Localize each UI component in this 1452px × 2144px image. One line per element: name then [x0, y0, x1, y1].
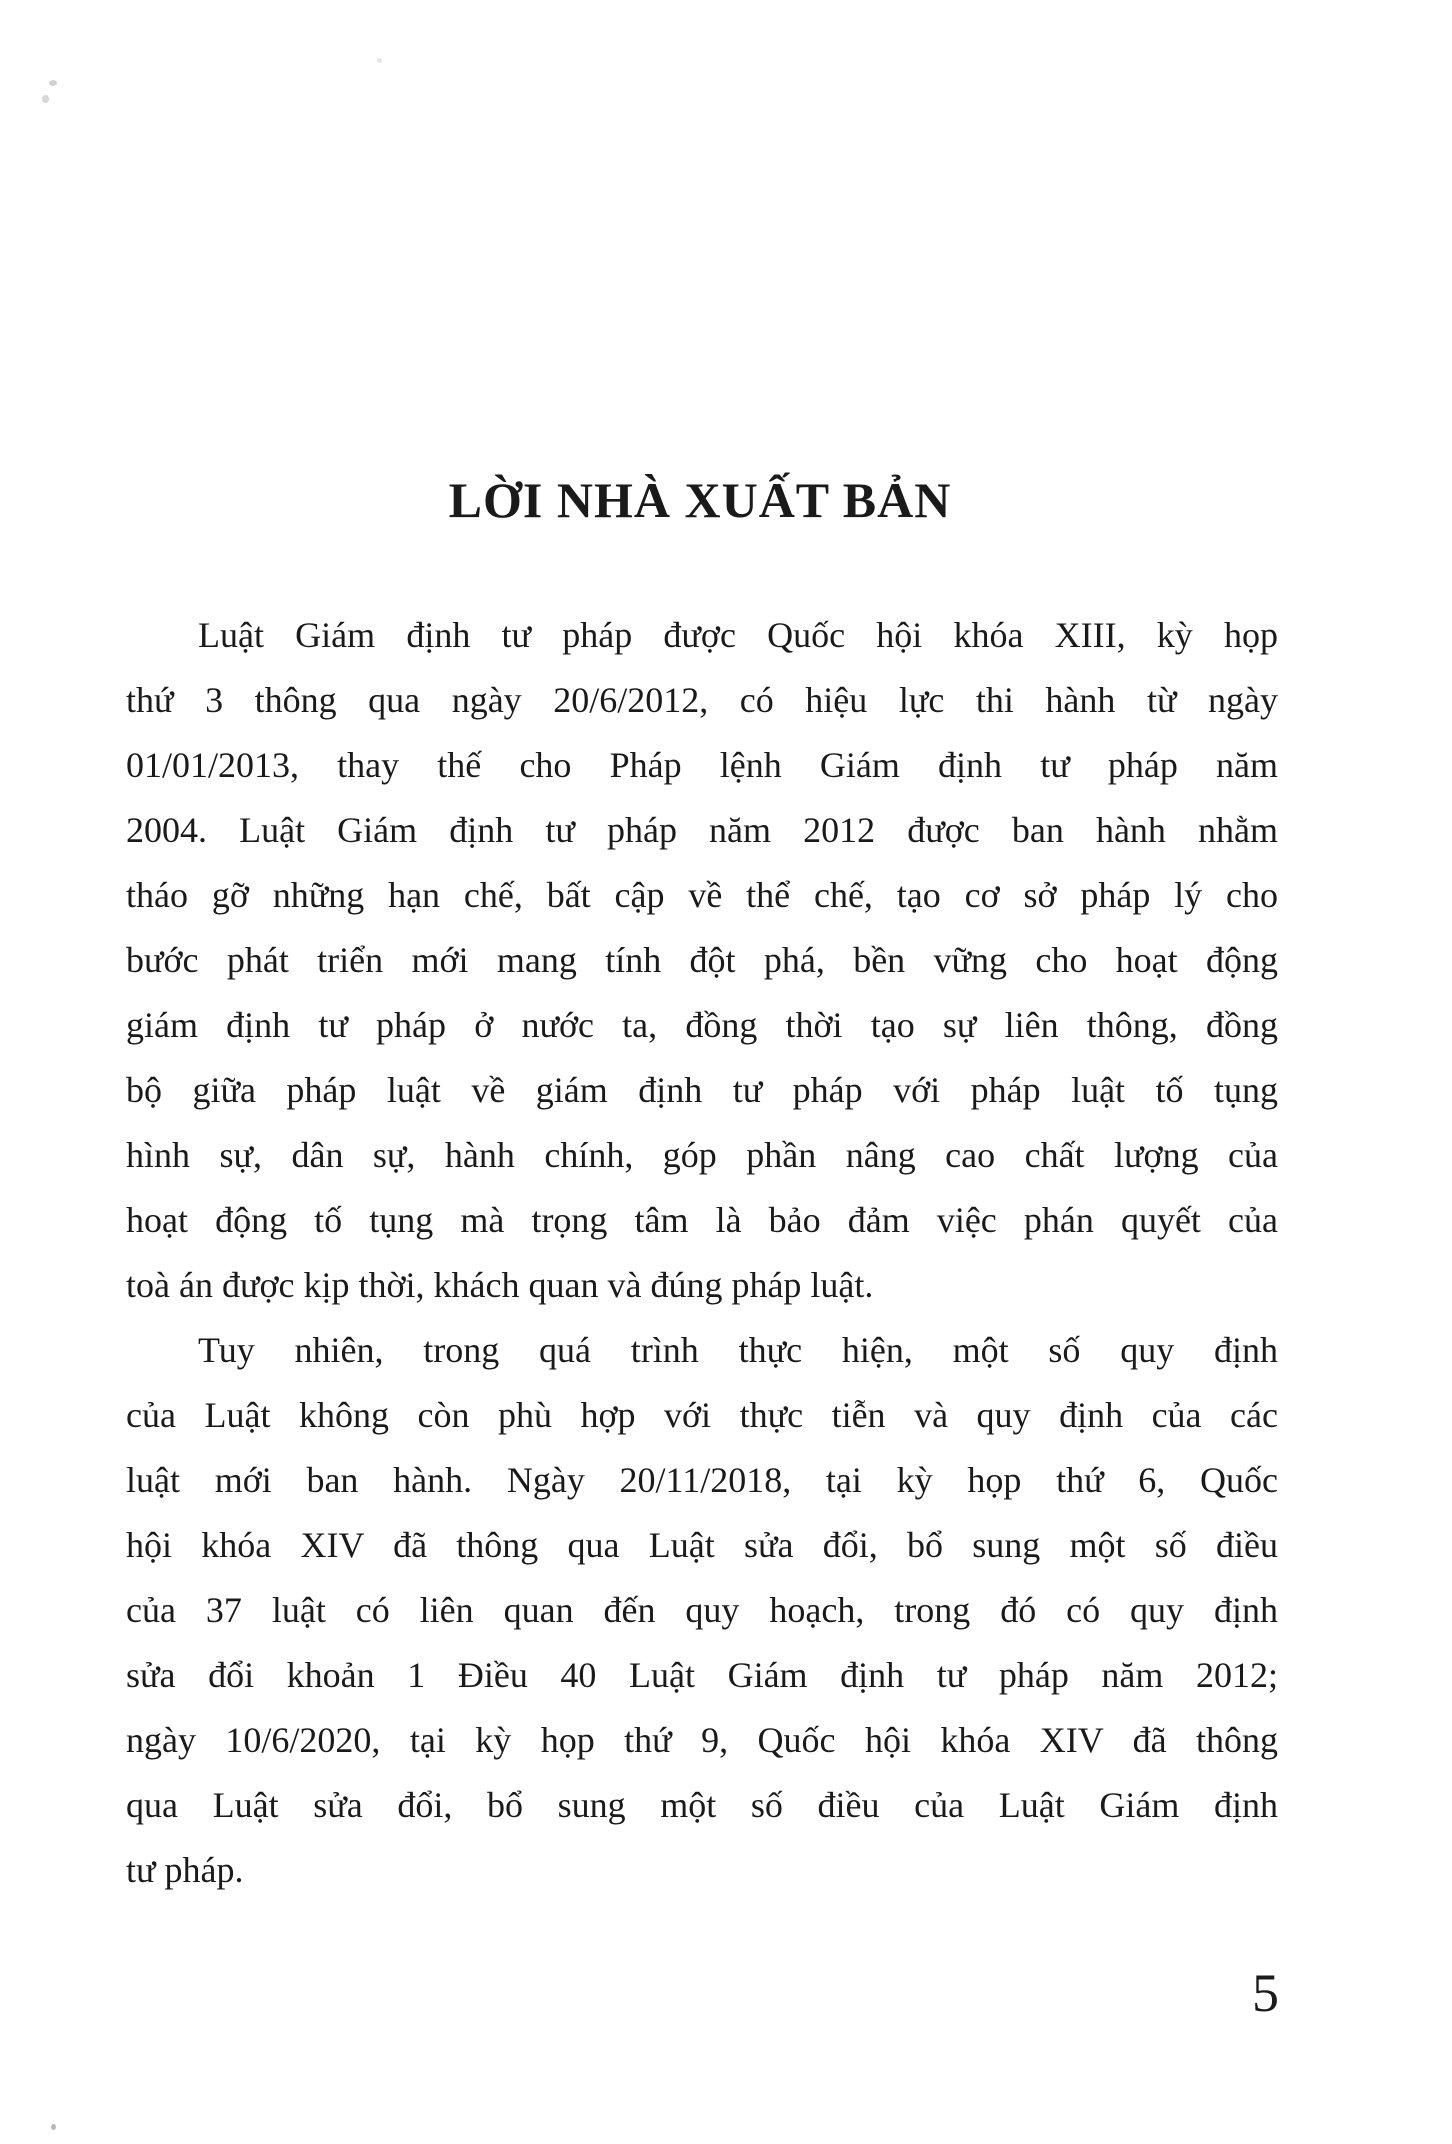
text-line: của 37 luật có liên quan đến quy hoạch, trong đó có quy định [126, 1590, 1278, 1630]
text-line: bộ giữa pháp luật về giám định tư pháp với pháp luật tố tụng [126, 1070, 1278, 1110]
text-line: sửa đổi khoản 1 Điều 40 Luật Giám định tư pháp năm 2012; [126, 1655, 1278, 1695]
paragraph [126, 603, 1278, 1318]
scan-speck [377, 58, 382, 63]
text-line: Luật Giám định tư pháp được Quốc hội khóa XIII, kỳ họp [198, 615, 1278, 655]
text-line: hoạt động tố tụng mà trọng tâm là bảo đảm việc phán quyết của [126, 1200, 1278, 1240]
page-number: 5 [1252, 1963, 1279, 2023]
text-line: tháo gỡ những hạn chế, bất cập về thể chế, tạo cơ sở pháp lý cho [126, 875, 1278, 915]
text-line: thứ 3 thông qua ngày 20/6/2012, có hiệu lực thi hành từ ngày [126, 680, 1278, 720]
page-title: LỜI NHÀ XUẤT BẢN [448, 471, 952, 528]
text-line: hình sự, dân sự, hành chính, góp phần nâng cao chất lượng của [126, 1135, 1278, 1175]
text-line: 01/01/2013, thay thế cho Pháp lệnh Giám định tư pháp năm [126, 745, 1278, 785]
text-line: của Luật không còn phù hợp với thực tiễn và quy định của các [126, 1395, 1278, 1435]
text-line: 2004. Luật Giám định tư pháp năm 2012 được ban hành nhằm [126, 810, 1278, 850]
text-line: ngày 10/6/2020, tại kỳ họp thứ 9, Quốc hội khóa XIV đã thông [126, 1720, 1278, 1760]
text-line: qua Luật sửa đổi, bổ sung một số điều của Luật Giám định [126, 1785, 1278, 1825]
scan-speck [51, 2124, 56, 2130]
text-line: toà án được kịp thời, khách quan và đúng pháp luật. [126, 1265, 874, 1305]
scan-speck [49, 80, 57, 86]
text-line: bước phát triển mới mang tính đột phá, bền vững cho hoạt động [126, 940, 1278, 980]
text-line: luật mới ban hành. Ngày 20/11/2018, tại kỳ họp thứ 6, Quốc [126, 1460, 1278, 1500]
paragraph [126, 1318, 1278, 1903]
text-line: giám định tư pháp ở nước ta, đồng thời tạo sự liên thông, đồng [126, 1005, 1278, 1045]
text-line: Tuy nhiên, trong quá trình thực hiện, một số quy định [198, 1330, 1278, 1370]
text-line: tư pháp. [126, 1850, 244, 1890]
scan-speck [42, 95, 49, 103]
text-line: hội khóa XIV đã thông qua Luật sửa đổi, bổ sung một số điều [126, 1525, 1278, 1565]
body-text [126, 603, 1278, 1903]
